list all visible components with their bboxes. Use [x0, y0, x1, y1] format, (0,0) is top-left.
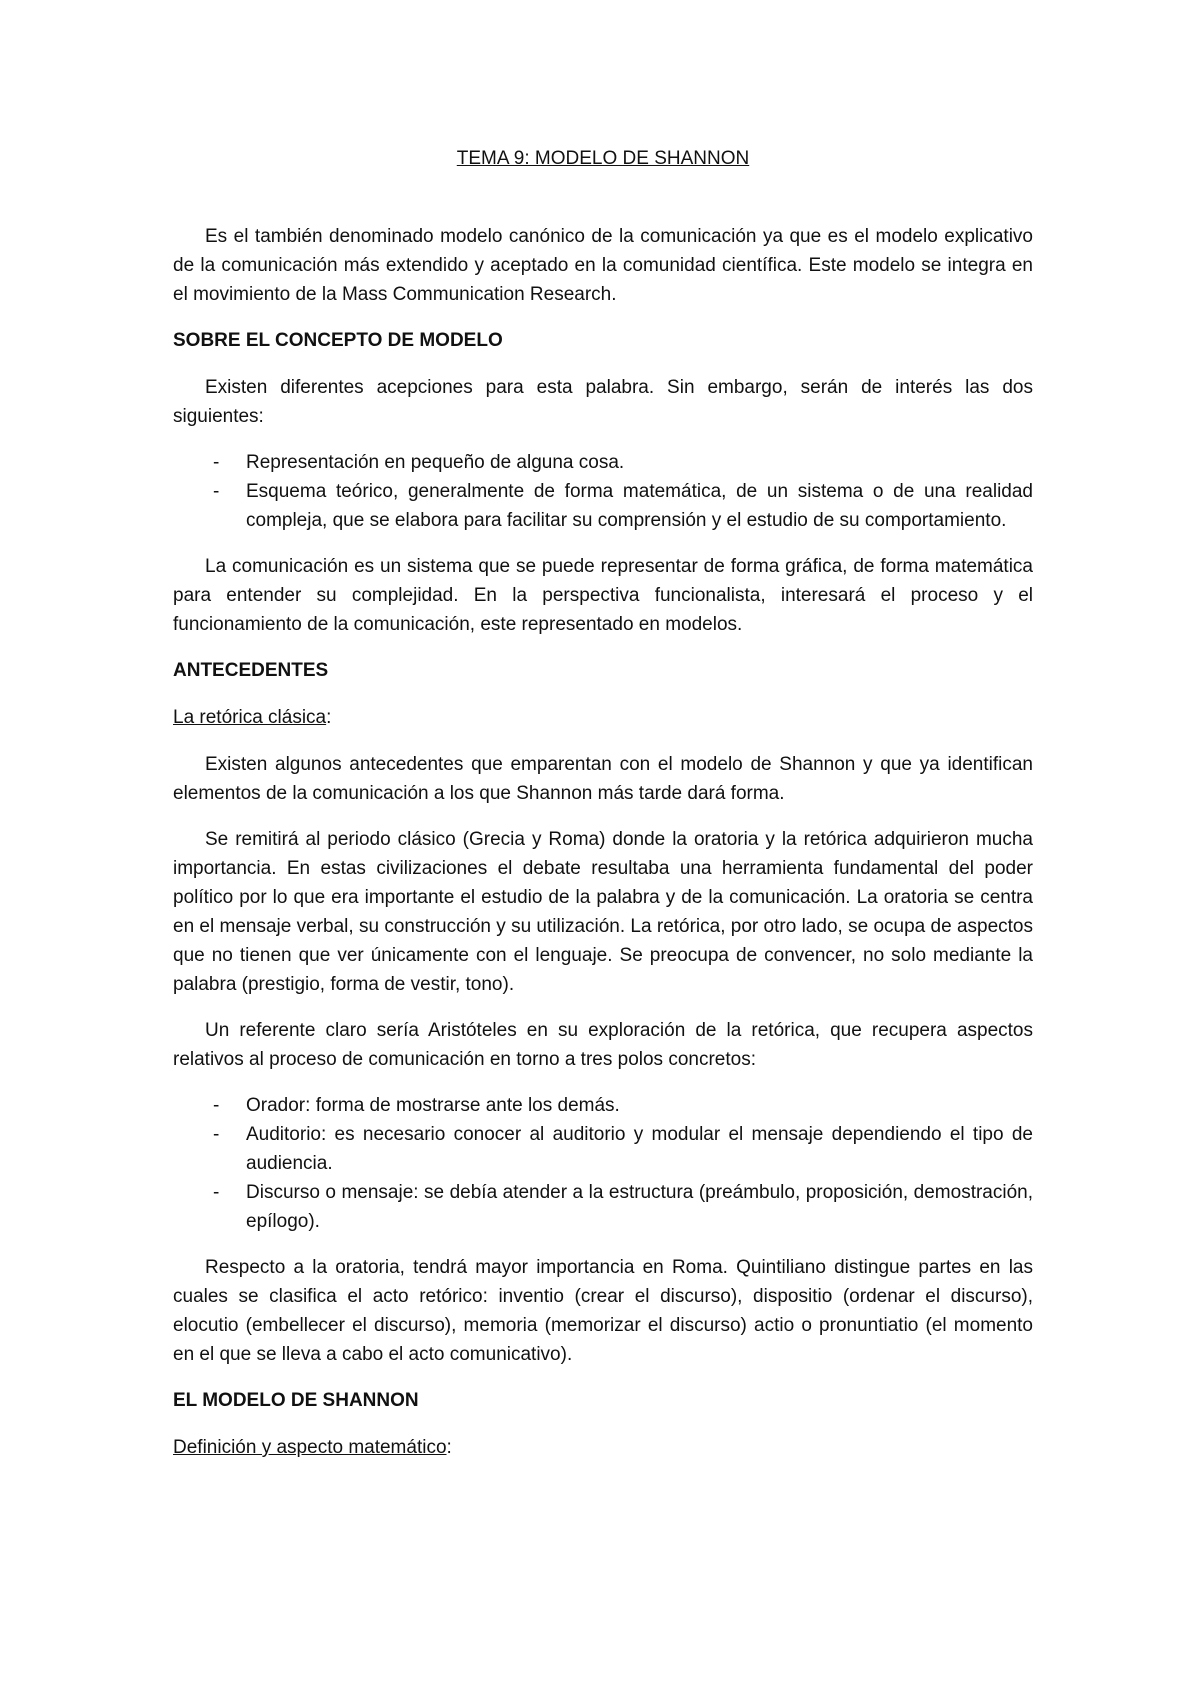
- subheading-definicion: Definición y aspecto matemático: [173, 1437, 447, 1458]
- aristoteles-poles-list: [173, 1091, 1033, 1236]
- section-heading-shannon: EL MODELO DE SHANNON: [173, 1390, 419, 1411]
- modelo-definitions-list: [173, 448, 1033, 535]
- dash-marker: -: [213, 1124, 220, 1145]
- subheading-definicion-row: [173, 1433, 1033, 1462]
- list-item-text: Esquema teórico, generalmente de forma matemática, de un sistema o de una realidad compleja, que se elabora para facilitar su comprensión y el estudio de su comportamiento.: [246, 481, 1033, 531]
- list-item-text: Auditorio: es necesario conocer al auditorio y modular el mensaje dependiendo el tipo de audiencia.: [246, 1124, 1033, 1174]
- modelo-paragraph-2: La comunicación es un sistema que se puede representar de forma gráfica, de forma matemática para entender su complejidad. En la perspectiva funcionalista, interesará el proceso y el funcionamiento de la comunicación, este representado en modelos.: [173, 556, 1033, 635]
- antecedentes-paragraph-4: Respecto a la oratoria, tendrá mayor importancia en Roma. Quintiliano distingue partes en las cuales se clasifica el acto retórico: inventio (crear el discurso), dispositio (ordenar el discurso), elocutio (embellecer el discurso), memoria (memorizar el discurso) actio o pronuntiatio (el momento en el que se lleva a cabo el acto comunicativo).: [173, 1257, 1033, 1365]
- dash-marker: -: [213, 1182, 220, 1203]
- section-heading-modelo: SOBRE EL CONCEPTO DE MODELO: [173, 330, 503, 351]
- intro-paragraph: Es el también denominado modelo canónico de la comunicación ya que es el modelo explicativo de la comunicación más extendido y aceptado en la comunidad científica. Este modelo se integra en el movimiento de la Mass Communication Research.: [173, 226, 1033, 305]
- antecedentes-paragraph-3: Un referente claro sería Aristóteles en su exploración de la retórica, que recupera aspectos relativos al proceso de comunicación en torno a tres polos concretos:: [173, 1020, 1033, 1070]
- list-item-text: Orador: forma de mostrarse ante los demás.: [246, 1095, 620, 1116]
- modelo-paragraph-1: Existen diferentes acepciones para esta palabra. Sin embargo, serán de interés las dos siguientes:: [173, 377, 1033, 427]
- antecedentes-paragraph-2: Se remitirá al periodo clásico (Grecia y Roma) donde la oratoria y la retórica adquirieron mucha importancia. En estas civilizaciones el debate resultaba una herramienta fundamental del poder político por lo que era importante el estudio de la palabra y de la comunicación. La oratoria se centra en el mensaje verbal, su construcción y su utilización. La retórica, por otro lado, se ocupa de aspectos que no tienen que ver únicamente con el lenguaje. Se preocupa de convencer, no solo mediante la palabra (prestigio, forma de vestir, tono).: [173, 829, 1033, 995]
- subheading-retorica: La retórica clásica: [173, 707, 327, 728]
- dash-marker: -: [213, 1095, 220, 1116]
- list-item-text: Discurso o mensaje: se debía atender a la estructura (preámbulo, proposición, demostración, epílogo).: [246, 1182, 1033, 1232]
- list-item-text: Representación en pequeño de alguna cosa.: [246, 452, 625, 473]
- section-heading-antecedentes: ANTECEDENTES: [173, 660, 329, 681]
- subheading-colon: :: [326, 707, 332, 728]
- document-title: TEMA 9: MODELO DE SHANNON: [456, 148, 750, 169]
- antecedentes-paragraph-1: Existen algunos antecedentes que emparentan con el modelo de Shannon y que ya identifican elementos de la comunicación a los que Shannon más tarde dará forma.: [173, 754, 1033, 804]
- list-item: [173, 1178, 1033, 1236]
- list-item: [173, 1091, 1033, 1120]
- subheading-colon: :: [446, 1437, 452, 1458]
- dash-marker: -: [213, 481, 220, 502]
- dash-marker: -: [213, 452, 220, 473]
- list-item: [173, 448, 1033, 477]
- subheading-retorica-row: [173, 703, 1033, 732]
- list-item: [173, 477, 1033, 535]
- list-item: [173, 1120, 1033, 1178]
